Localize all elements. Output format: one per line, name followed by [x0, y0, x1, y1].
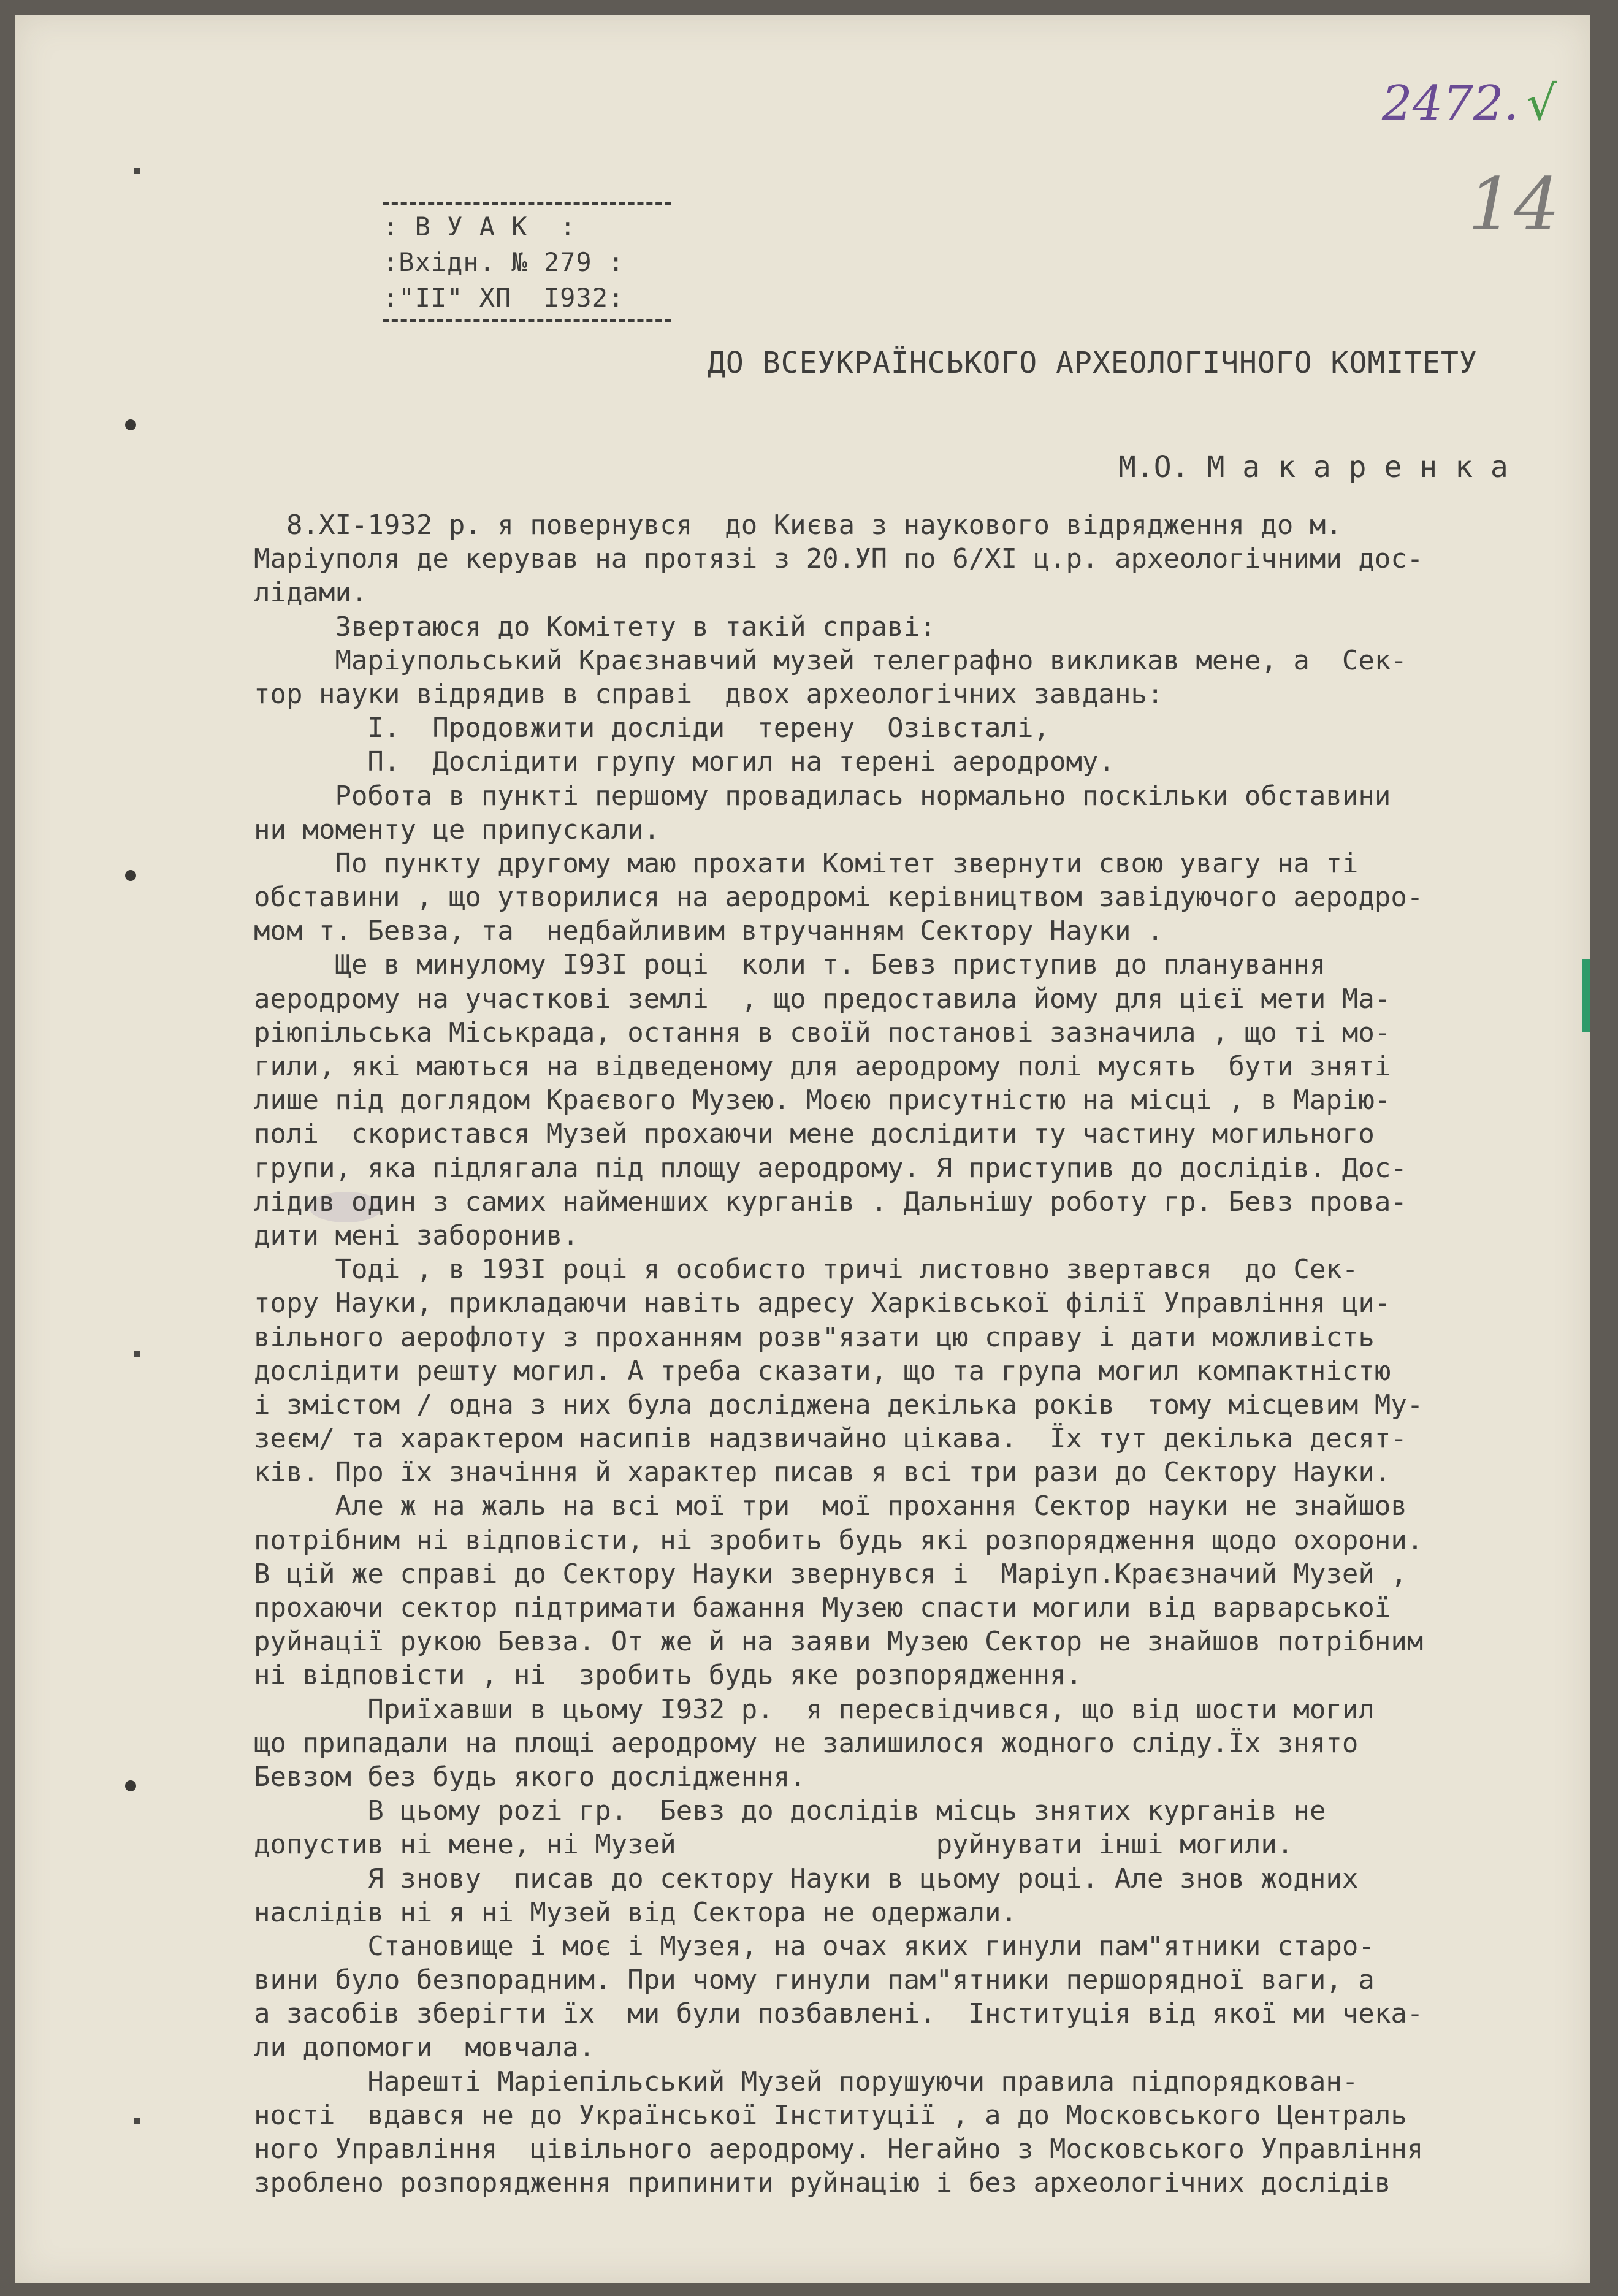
body-text-line: ного Управління цівільного аеродрому. Негайно з Московського Управління [254, 2134, 1424, 2165]
body-text-line: групи, яка підлягала під площу аеродрому. Я приступив до дослідів. Дос- [254, 1152, 1407, 1184]
body-text-line: Я знову писав до сектору Науки в цьому році. Але знов жодних [254, 1863, 1359, 1894]
body-text-line: Ще в минулому І93І році коли т. Бевз приступив до планування [254, 949, 1326, 981]
body-text-line: Маріупольський Краєзнавчий музей телеграфно викликав мене, а Сек- [254, 644, 1407, 676]
stamp-line-date: :"ІІ" ХП І932: [383, 283, 625, 313]
body-text-line: дослідити решту могил. А треба сказати, що та група могил компактністю [254, 1355, 1391, 1387]
margin-mark [134, 168, 140, 174]
registration-stamp [383, 199, 683, 326]
body-text-line: і змістом / одна з них була досліджена декілька років тому місцевим Му- [254, 1389, 1424, 1421]
body-text-line: мом т. Бевза, та недбайливим втручанням Сектору Науки . [254, 915, 1164, 947]
body-text-line: обставини , що утворилися на аеродромі керівництвом завідуючого аеродро- [254, 882, 1424, 913]
body-text-line: 8.ХІ-1932 р. я повернувся до Києва з наукового відрядження до м. [254, 509, 1342, 541]
body-text-line: гили, які маються на відведеному для аеродрому полі мусять бути зняті [254, 1051, 1391, 1082]
body-text-line: В цьому роzі гр. Бевз до дослідів місць знятих курганів не [254, 1795, 1326, 1827]
body-text-line: По пункту другому маю прохати Комітет звернути свою увагу на ті [254, 847, 1359, 879]
punch-hole [125, 419, 136, 430]
body-text-line: що припадали на площі аеродрому не залишилося жодного сліду.Їх знято [254, 1727, 1359, 1759]
body-text-line: наслідів ні я ні Музей від Сектора не одержали. [254, 1896, 1018, 1928]
body-text-line: лідив один з самих найменших курганів . Дальнішу роботу гр. Бевз прова- [254, 1186, 1407, 1218]
handwritten-archive-number [1382, 76, 1557, 131]
body-text-line: В цій же справі до Сектору Науки звернувся і Маріуп.Краєзначий Музей , [254, 1558, 1407, 1590]
body-text-line: аеродрому на участкові землі , що предоставила йому для цієї мети Ма- [254, 983, 1391, 1015]
stamp-bottom-border [383, 319, 671, 322]
body-text-line: ли допомоги мовчала. [254, 2032, 595, 2064]
body-text-line: тору Науки, прикладаючи навіть адресу Харківської філії Управління ци- [254, 1287, 1391, 1319]
stamp-line-incoming-number: :Вхідн. № 279 : [383, 247, 625, 277]
body-text-line: Але ж на жаль на всі мої три мої прохання Сектор науки не знайшов [254, 1490, 1407, 1522]
body-text-line: дити мені заборонив. [254, 1219, 579, 1251]
body-text-line: потрібним ні відповісти, ні зробить будь які розпорядження щодо охорони. [254, 1524, 1424, 1556]
body-text-line: Тоді , в 193І році я особисто тричі листовно звертався до Сек- [254, 1254, 1359, 1286]
body-text-line: лише під доглядом Краєвого Музею. Моєю присутністю на місці , в Марію- [254, 1085, 1391, 1116]
body-text-line: ні відповісти , ні зробить будь яке розпорядження. [254, 1660, 1083, 1691]
body-text-line: тор науки відрядив в справі двох археологічних завдань: [254, 678, 1164, 710]
body-text-line: Звертаюся до Комітету в такій справі: [254, 611, 936, 643]
punch-hole [125, 1780, 136, 1791]
body-text-line: полі скористався Музей прохаючи мене дослідити ту частину могильного [254, 1118, 1375, 1150]
body-text-line: ріюпільська Міськрада, остання в своїй постанові зазначила , що ті мо- [254, 1016, 1391, 1048]
letter-heading: ДО ВСЕУКРАЇНСЬКОГО АРХЕОЛОГІЧНОГО КОМІТЕТУ [708, 346, 1478, 380]
body-text-line: ності вдався не до Української Інституції , а до Московського Централь [254, 2099, 1407, 2131]
body-text-line: Маріуполя де керував на протязі з 20.УП по 6/ХІ ц.р. археологічними дос- [254, 543, 1424, 575]
letter-addressee: М.О. М а к а р е н к а [1118, 450, 1508, 484]
body-text-line: П. Дослідити групу могил на терені аеродрому. [254, 746, 1115, 778]
body-text-line: зеєм/ та характером насипів надзвичайно цікава. Їх тут декілька десят- [254, 1423, 1407, 1455]
body-text-line: зроблено розпорядження припинити руйнацію і без археологічних дослідів [254, 2167, 1391, 2199]
body-text-line: прохаючи сектор підтримати бажання Музею спасти могили від варварської [254, 1592, 1391, 1623]
document-page [15, 15, 1590, 2283]
body-text-line: ків. Про їх значіння й характер писав я всі три рази до Сектору Науки. [254, 1457, 1391, 1489]
green-tab-marker [1582, 959, 1590, 1032]
archive-number-text: 2472. [1382, 76, 1519, 131]
body-text-line: Нарешті Маріепільський Музей порушуючи правила підпорядкован- [254, 2065, 1359, 2097]
body-text-line: руйнації рукою Бевза. От же й на заяви Музею Сектор не знайшов потрібним [254, 1626, 1424, 1658]
body-text-line: а засобів зберігти їх ми були позбавлені. Інституція від якої ми чека- [254, 1998, 1424, 2030]
body-text-line: допустив ні мене, ні Музей руйнувати інші могили. [254, 1829, 1294, 1861]
body-text-line: лідами. [254, 577, 368, 609]
body-text-line: вільного аерофлоту з проханням розв"язати цю справу і дати можливість [254, 1321, 1375, 1353]
body-text-line: вини було безпорадним. При чому гинули пам"ятники першорядної ваги, а [254, 1964, 1375, 1996]
body-text-line: Становище і моє і Музея, на очах яких гинули пам"ятники старо- [254, 1930, 1375, 1962]
body-text-line: Приїхавши в цьому І932 р. я пересвідчився, що від шости могил [254, 1693, 1375, 1725]
margin-mark [134, 1351, 140, 1357]
margin-mark [134, 2118, 140, 2124]
body-text-line: Бевзом без будь якого дослідження. [254, 1761, 806, 1793]
stamp-line-institution: : В У А К : [383, 212, 576, 242]
handwritten-page-number: 14 [1468, 162, 1560, 246]
body-text-line: ни моменту це припускали. [254, 814, 660, 845]
checkmark-icon: √ [1526, 76, 1557, 131]
letter-body [254, 508, 1584, 2200]
body-text-line: І. Продовжити досліди терену Озівсталі, [254, 712, 1050, 744]
stamp-top-border [383, 202, 671, 205]
body-text-line: Робота в пункті першому провадилась нормально поскільки обставини [254, 780, 1391, 812]
punch-hole [125, 870, 136, 881]
